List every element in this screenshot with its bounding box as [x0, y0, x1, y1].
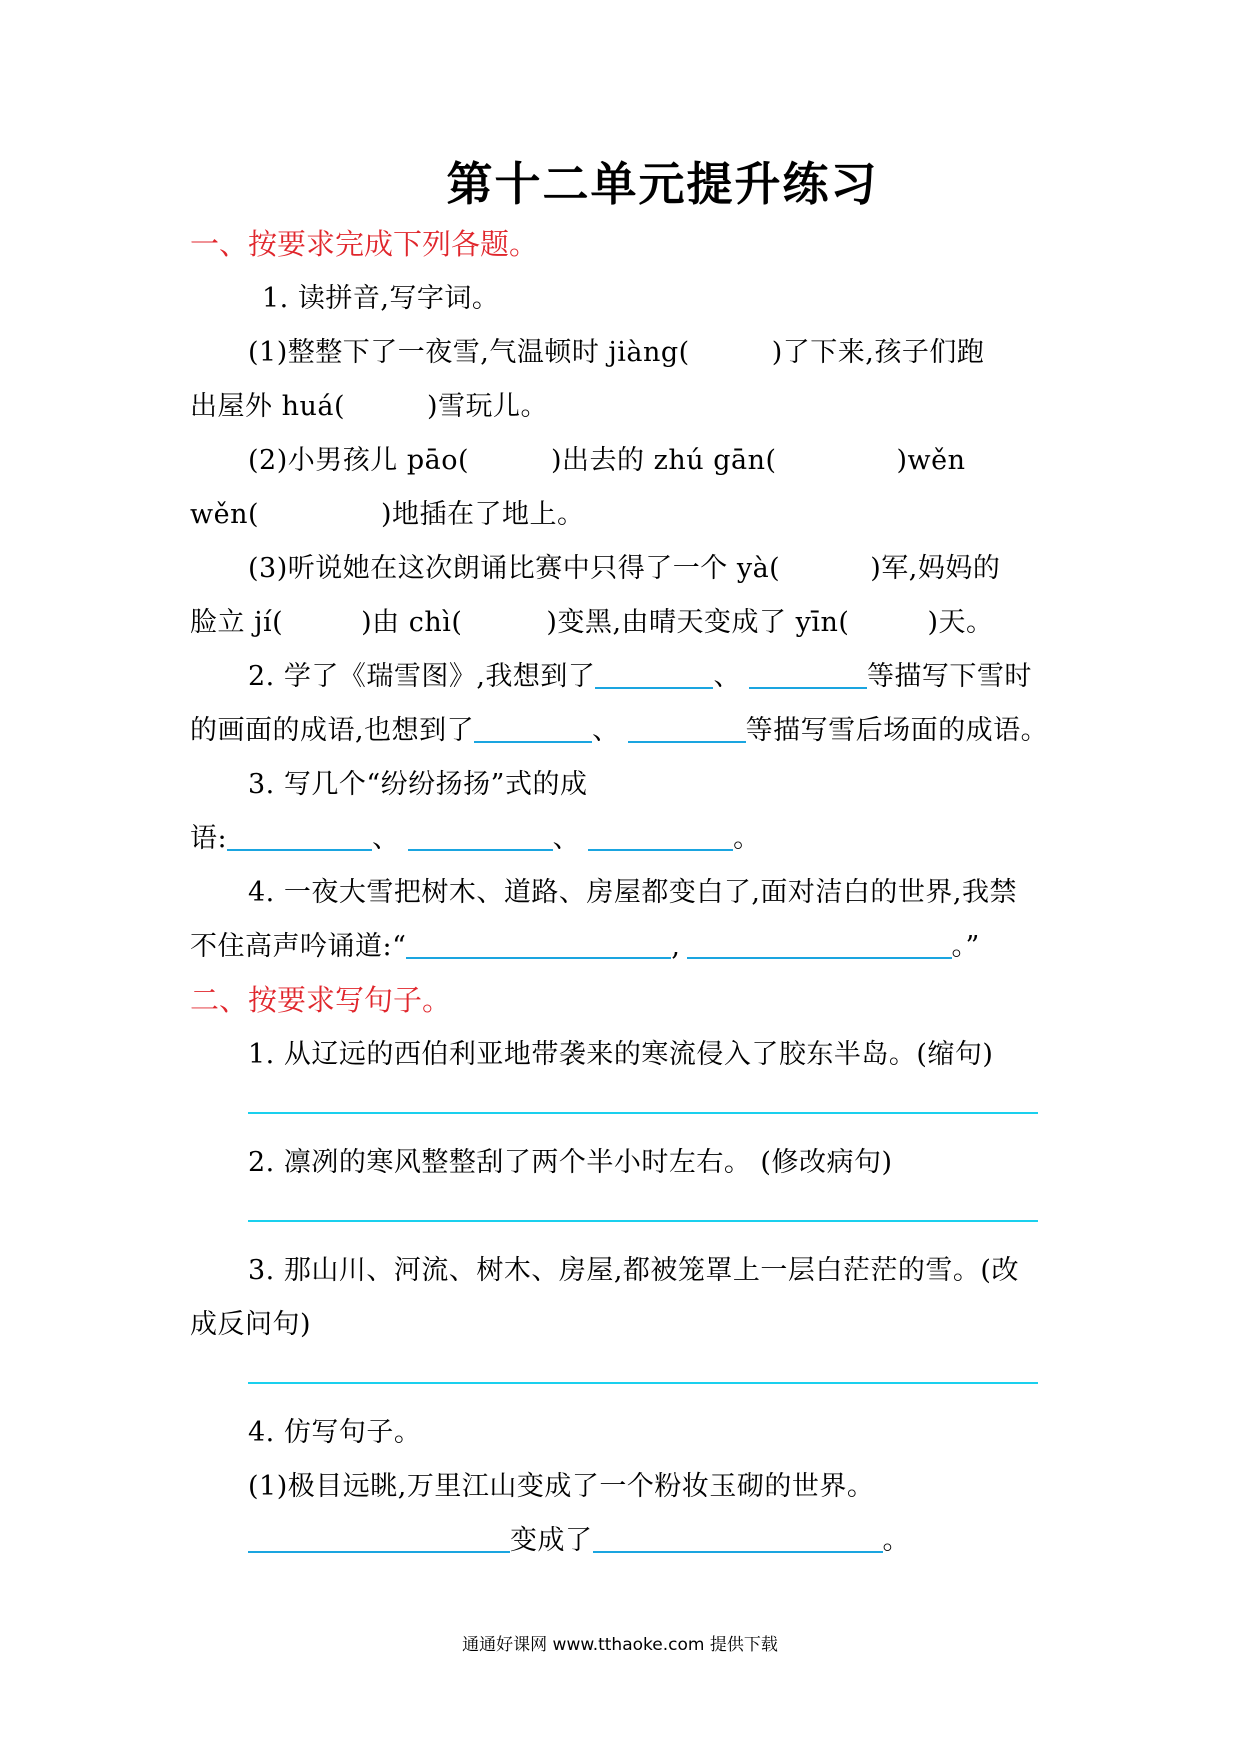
q4-line-2 — [190, 924, 980, 963]
s2-q2: 2. 凛冽的寒风整整刮了两个半小时左右。 (修改病句) — [248, 1147, 893, 1178]
period: 。 — [733, 823, 761, 854]
q2-text-d: 等描写雪后场面的成语。 — [745, 715, 1049, 746]
q3-text-b: 语: — [190, 823, 228, 854]
answer-blank[interactable] — [595, 661, 713, 689]
answer-blank[interactable] — [474, 715, 592, 743]
q1-sentence-2 — [248, 438, 966, 477]
separator: 、 — [713, 661, 741, 692]
separator: 、 — [592, 715, 620, 746]
answer-blank[interactable] — [749, 661, 867, 689]
q1-sentence-2-cont — [190, 492, 585, 531]
q1-s2-text-b: )出去的 zhú gān( — [551, 445, 777, 476]
answer-blank[interactable] — [687, 931, 952, 959]
answer-blank[interactable] — [248, 1525, 510, 1553]
q1-s3-text-f: )天。 — [927, 607, 994, 638]
s2-q3-line-1: 3. 那山川、河流、树木、房屋,都被笼罩上一层白茫茫的雪。(改 — [248, 1255, 1019, 1286]
q1-sentence-3 — [248, 546, 1000, 585]
q1-sentence-1 — [248, 330, 984, 369]
q1-s3-text-d: )由 chì( — [361, 607, 463, 638]
q1-s1-text-b: )了下来,孩子们跑 — [771, 337, 985, 368]
section-1-heading: 一、按要求完成下列各题。 — [190, 227, 539, 261]
q1-sentence-3-cont — [190, 600, 993, 639]
answer-line-s2-q3[interactable] — [248, 1382, 1038, 1384]
answer-blank[interactable] — [628, 715, 746, 743]
answer-line-s2-q2[interactable] — [248, 1220, 1038, 1222]
q1-s2-text-a: (2)小男孩儿 pāo( — [248, 445, 469, 476]
s2-q3-line-2: 成反问句) — [190, 1309, 312, 1340]
separator: 、 — [552, 823, 581, 854]
q1-s2-text-d: wěn( — [190, 499, 260, 530]
period: 。 — [882, 1525, 910, 1556]
answer-blank[interactable] — [588, 823, 733, 851]
q2-text-b: 等描写下雪时 — [866, 661, 1032, 692]
q4-mid-text: 变成了 — [510, 1525, 593, 1556]
q3-line-1: 3. 写几个“纷纷扬扬”式的成 — [248, 769, 588, 800]
q1-s1-text-c: 出屋外 huá( — [190, 391, 345, 422]
section-2-heading: 二、按要求写句子。 — [190, 983, 452, 1017]
answer-blank[interactable] — [593, 1525, 883, 1553]
answer-blank[interactable] — [408, 823, 553, 851]
answer-blank[interactable] — [406, 931, 671, 959]
q4-text-b: 不住高声吟诵道:“ — [190, 931, 407, 962]
separator: 、 — [372, 823, 400, 854]
q1-s3-text-c: 脸立 jí( — [190, 607, 284, 638]
q1-s3-text-e: )变黑,由晴天变成了 yīn( — [546, 607, 850, 638]
s2-q4-example: (1)极目远眺,万里江山变成了一个粉妆玉砌的世界。 — [248, 1471, 875, 1502]
page-title: 第十二单元提升练习 — [446, 157, 879, 211]
footer-credit: 通通好课网 www.tthaoke.com 提供下载 — [462, 1635, 778, 1655]
s2-q4: 4. 仿写句子。 — [248, 1417, 422, 1448]
q1-s3-text-a: (3)听说她在这次朗诵比赛中只得了一个 yà( — [248, 553, 781, 584]
q1-s1-text-a: (1)整整下了一夜雪,气温顿时 jiàng( — [248, 337, 690, 368]
q3-line-2 — [190, 816, 761, 855]
comma: , — [671, 931, 681, 962]
q2-line-2 — [190, 708, 1048, 747]
q2-text-c: 的画面的成语,也想到了 — [190, 715, 475, 746]
s2-q1: 1. 从辽远的西伯利亚地带袭来的寒流侵入了胶东半岛。(缩句) — [248, 1039, 994, 1070]
closing-quote: 。” — [951, 931, 980, 962]
q1-s2-text-e: )地插在了地上。 — [381, 499, 585, 530]
s2-q4-imitation — [248, 1518, 910, 1557]
q1-label: 1. 读拼音,写字词。 — [262, 283, 500, 314]
answer-line-s2-q1[interactable] — [248, 1112, 1038, 1114]
answer-blank[interactable] — [227, 823, 372, 851]
q2-text-a: 2. 学了《瑞雪图》,我想到了 — [248, 661, 596, 692]
q2-line-1 — [248, 654, 1032, 693]
q1-s1-text-d: )雪玩儿。 — [427, 391, 549, 422]
q1-s3-text-b: )军,妈妈的 — [870, 553, 1001, 584]
q4-line-1: 4. 一夜大雪把树木、道路、房屋都变白了,面对洁白的世界,我禁 — [248, 877, 1018, 908]
q1-s2-text-c: )wěn — [896, 445, 966, 476]
q1-sentence-1-cont — [190, 384, 548, 423]
